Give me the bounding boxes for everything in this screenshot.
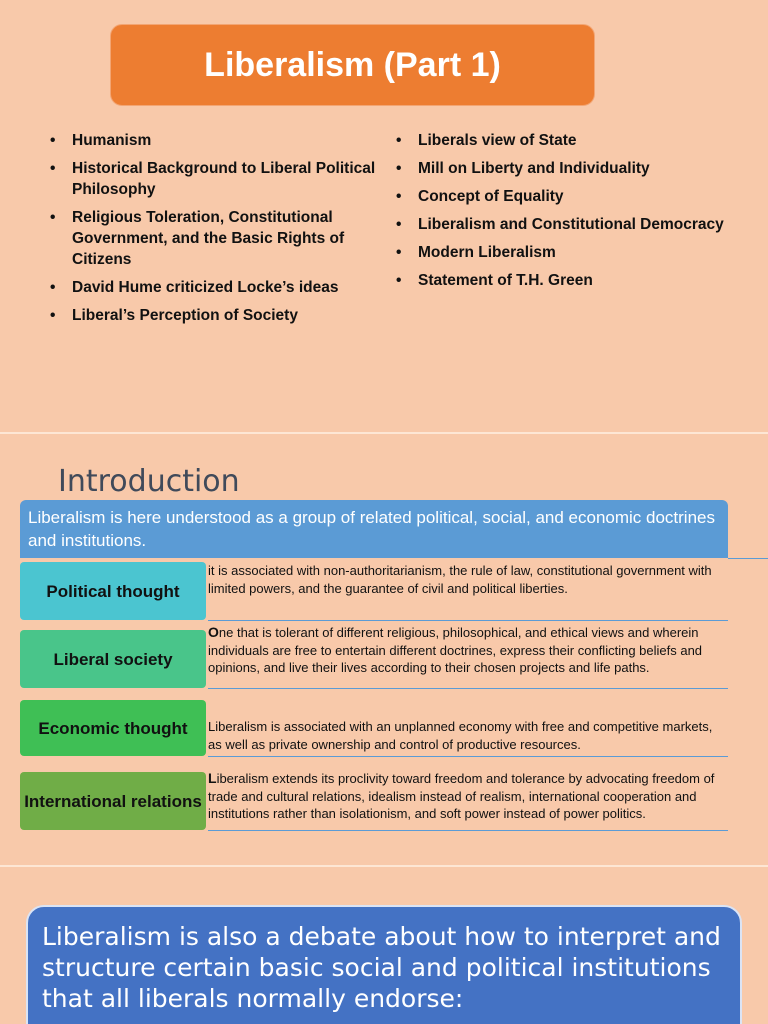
topic-item: • Humanism <box>50 130 400 151</box>
topic-item: • Religious Toleration, Constitutional Government, and the Basic Rights of Citizens <box>50 207 400 270</box>
topic-item: • Mill on Liberty and Individuality <box>396 158 746 179</box>
aspect-label: Economic thought <box>20 700 206 756</box>
topic-item: • Statement of T.H. Green <box>396 270 746 291</box>
topic-item: • Liberals view of State <box>396 130 746 151</box>
row-rule <box>208 830 728 831</box>
intro-heading: Introduction <box>58 464 240 499</box>
aspect-description <box>208 624 728 677</box>
aspect-description <box>208 562 728 597</box>
topic-item: • Liberalism and Constitutional Democracy <box>396 214 746 235</box>
row-rule <box>208 688 728 689</box>
row-rule <box>208 620 728 621</box>
aspect-text: iberalism extends its proclivity toward freedom and tolerance by advocating freedom of trade and cultural relations, idealism instead of realism, international cooperation and institutions rather than isolationism, and soft power instead of power politics. <box>208 771 715 821</box>
aspect-text: ne that is tolerant of different religious, philosophical, and ethical views and wherein individuals are free to entertain different doctrines, express their conflicting beliefs and opinions, and live their lives according to their chosen projects and life paths. <box>208 625 703 675</box>
aspect-label: Liberal society <box>20 630 206 688</box>
aspect-label: International relations <box>20 772 206 830</box>
slide-contents <box>0 0 768 432</box>
aspect-description <box>208 770 728 823</box>
topic-item: • Modern Liberalism <box>396 242 746 263</box>
topic-item: • David Hume criticized Locke’s ideas <box>50 277 400 298</box>
aspect-label: Political thought <box>20 562 206 620</box>
row-rule <box>208 756 728 757</box>
aspect-initial: L <box>208 770 217 786</box>
aspect-text: Liberalism is associated with an unplanned economy with free and competitive markets, as well as private ownership and control of productive resources. <box>208 719 713 752</box>
topic-item: • Concept of Equality <box>396 186 746 207</box>
topic-item: • Historical Background to Liberal Political Philosophy <box>50 158 400 200</box>
aspect-text: it is associated with non-authoritarianism, the rule of law, constitutional government with limited powers, and the guarantee of civil and political liberties. <box>208 563 712 596</box>
slide-debate <box>0 867 768 1024</box>
intro-banner: Liberalism is here understood as a group of related political, social, and economic doctrines and institutions. <box>20 500 728 558</box>
debate-statement: Liberalism is also a debate about how to interpret and structure certain basic social and political institutions that all liberals normally endorse: <box>26 905 742 1024</box>
topic-item: • Liberal’s Perception of Society <box>50 305 400 326</box>
slide-title: Liberalism (Part 1) <box>110 24 595 106</box>
topic-list-right <box>396 130 746 298</box>
topic-list-left <box>50 130 400 333</box>
aspect-initial: O <box>208 624 219 640</box>
aspect-description <box>208 718 728 753</box>
slide-introduction <box>0 434 768 865</box>
banner-rule <box>728 558 768 559</box>
